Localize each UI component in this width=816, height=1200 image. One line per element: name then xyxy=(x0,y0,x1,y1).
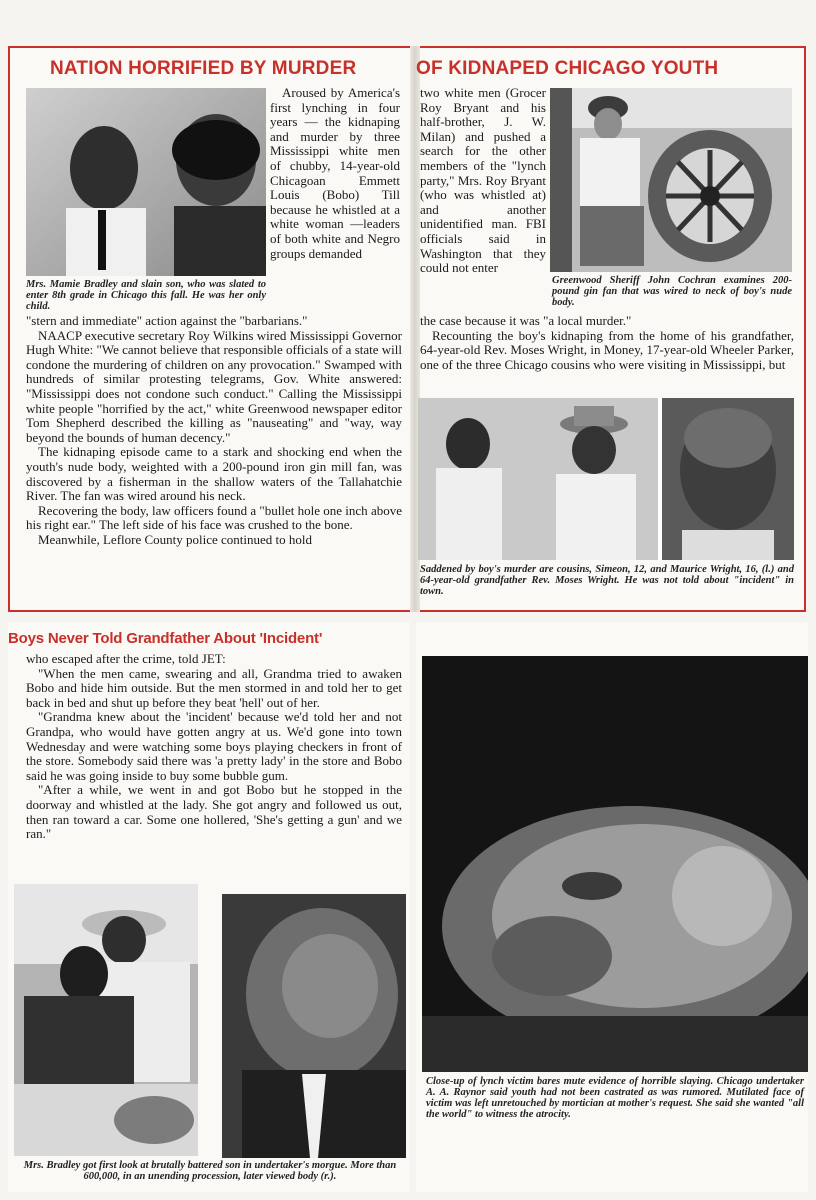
paragraph-meanwhile: Meanwhile, Leflore County police continued to hold xyxy=(38,531,313,547)
photo-mother-at-morgue xyxy=(14,884,198,1156)
paragraph-grandma-knew: "Grandma knew about the 'incident' because we'd told her and not Grandpa, who would have gotten angry at us. We'd gone into town Wednesday and were watching some boys playing checkers in front of the store. Somebody said there was 'a pretty lady' in the store and Bobo said he was going inside to buy some bubble gum. xyxy=(26,709,402,783)
intro-paragraph-end: "stern and immediate" action against the "barbarians." xyxy=(26,313,308,328)
photo-body-in-casket xyxy=(222,894,406,1158)
photo-closeup-victim xyxy=(422,656,808,1072)
caption-morgue: Mrs. Bradley got first look at brutally battered son in undertaker's morgue. More than 600,000, in an unending procession, later viewed body (r.). xyxy=(23,1160,397,1182)
paragraph-naacp: NAACP executive secretary Roy Wilkins wired Mississippi Governor Hugh White: "We cannot believe that responsible officials of a state will condone the murdering of children on any provocation." Swamped with hundreds of similar protesting telegrams, Gov. White answered: "Mississippi does not condone such conduct." Calling the Mississippi white people "horrified by the act," white Greenwood newspaper editor Tom Shepherd described the killing as "nauseating" and "way, way beyond the bounds of human decency." xyxy=(26,327,402,445)
paragraph-recounting: Recounting the boy's kidnaping from the home of his grandfather, 64-year-old Rev. Moses Wright, in Money, 17-year-old Wheeler Parker, one of the three Chicago cousins who were visiting in Mississippi, but xyxy=(420,327,794,372)
photo-sheriff-gin-fan xyxy=(550,88,792,272)
photo-cousins-and-grandfather xyxy=(418,398,794,560)
caption-cousins: Saddened by boy's murder are cousins, Simeon, 12, and Maurice Wright, 16, (l.) and 64-year-old grandfather Rev. Moses Wright. He was not told about "incident" in town. xyxy=(420,564,794,597)
paragraph-discovery: The kidnaping episode came to a stark and shocking end when the youth's nude body, weighted with a 200-pound iron gin mill fan, was discovered by a fisherman in the shallow waters of the Tallahatchie River. The fan was wired around his neck. xyxy=(26,444,402,504)
col2-paragraph: two white men (Grocer Roy Bryant and his half-brother, J. W. Milan) and pushed a search for the other members of the "lynch party," Mrs. Roy Bryant (who was whistled at) and another unidentified man. FBI officials said in Washington that they could not enter xyxy=(420,85,546,276)
caption-closeup: Close-up of lynch victim bares mute evidence of horrible slaying. Chicago undertaker A. A. Raynor said youth had not been castrated as was rumored. Mutilated face of victim was left unretouched by mortician at mother's request. She said she wanted "all the world" to witness the atrocity. xyxy=(426,1076,804,1120)
photo-mother-and-son xyxy=(26,88,266,276)
paragraph-after-a-while: "After a while, we went in and got Bobo but he stopped in the doorway and whistled at the lady. She got angry and followed us out, then ran toward a car. Some one hollered, 'She's getting a gun' and we ran." xyxy=(26,782,402,842)
article-col2-body xyxy=(420,314,794,372)
caption-sheriff: Greenwood Sheriff John Cochran examines 200-pound gin fan that was wired to neck of boy's nude body. xyxy=(552,275,792,308)
paragraph-when-men-came: "When the men came, swearing and all, Grandma tried to awaken Bobo and hide him outside. But the men stormed in and told her to get back in bed and shut up before they beat 'hell' out of her. xyxy=(26,665,402,710)
bottom-headline: Boys Never Told Grandfather About 'Incident' xyxy=(8,630,323,647)
article-col1-intro xyxy=(270,86,400,261)
article-col1-body xyxy=(26,314,402,548)
bottom-article-body xyxy=(26,652,402,842)
intro-paragraph: Aroused by America's first lynching in four years — the kidnaping and murder by three Mississippi white men of chubby, 14-year-old Chicagoan Emmett Louis (Bobo) Till because he whistled at a white woman —leaders of both white and Negro groups demanded xyxy=(270,85,400,261)
paragraph-escaped: who escaped after the crime, told JET: xyxy=(26,651,226,666)
col2-paragraph-end: the case because it was "a local murder." xyxy=(420,313,632,328)
headline-right: OF KIDNAPED CHICAGO YOUTH xyxy=(416,58,719,79)
article-col2-intro xyxy=(420,86,546,276)
headline-left: NATION HORRIFIED BY MURDER xyxy=(50,58,357,79)
paragraph-recovery: Recovering the body, law officers found a "bullet hole one inch above his right ear." The left side of his face was crushed to the bone. xyxy=(26,502,402,533)
caption-mother-and-son: Mrs. Mamie Bradley and slain son, who was slated to enter 8th grade in Chicago this fall. He was her only child. xyxy=(26,279,266,312)
